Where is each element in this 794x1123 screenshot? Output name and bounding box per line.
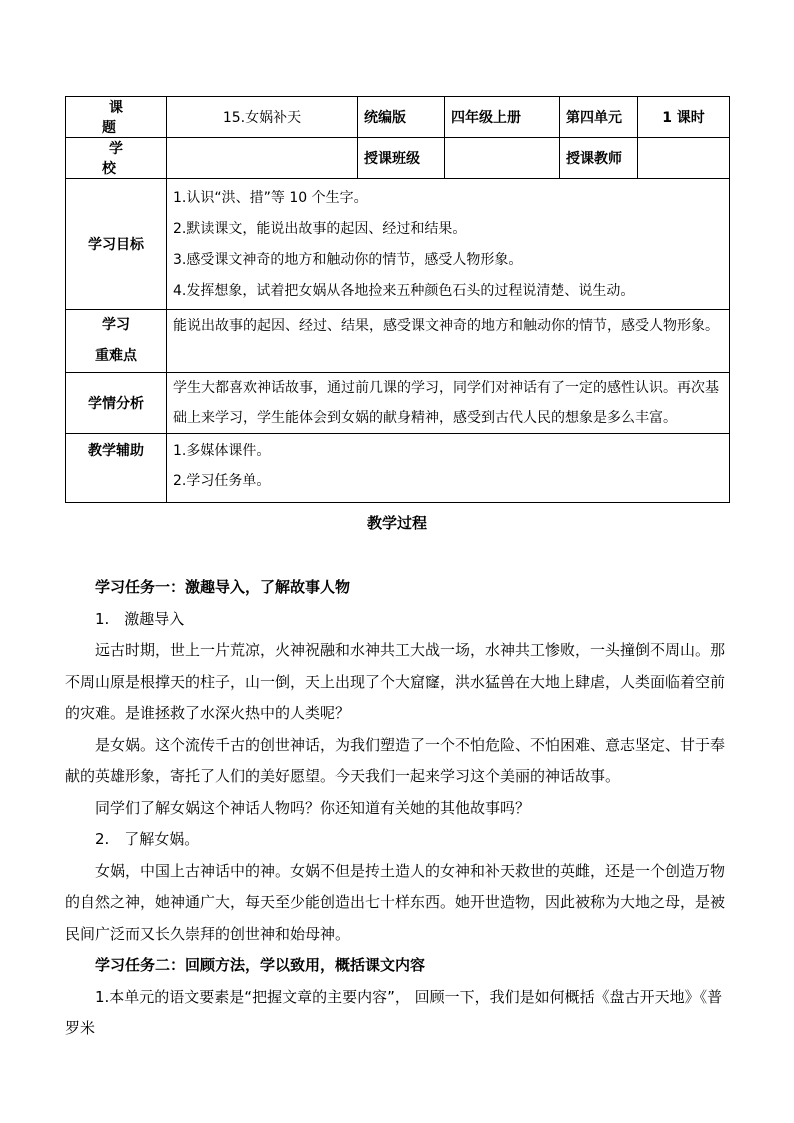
key-points-label [66, 310, 167, 373]
class-label: 授课班级 [358, 138, 445, 179]
grade: 四年级上册 [445, 97, 560, 138]
paragraph: 是女娲。这个流传千古的创世神话，为我们塑造了一个不怕危险、不怕困难、意志坚定、甘于奉献的英雄形象，寄托了人们的美好愿望。今天我们一起来学习这个美丽的神话故事。 [65, 735, 726, 785]
aid-item: 1.多媒体课件。 [173, 443, 271, 459]
school-label: 学 校 [66, 138, 167, 179]
edition: 统编版 [358, 97, 445, 138]
table-row [66, 179, 730, 310]
process-title: 教学过程 [366, 514, 427, 532]
key-points-label-line1: 学习 [102, 317, 130, 333]
task2-heading: 学习任务二：回顾方法，学以致用，概括课文内容 [95, 956, 426, 974]
step1-heading: 1. 激趣导入 [95, 609, 185, 628]
school-value [167, 138, 358, 179]
analysis-label: 学情分析 [66, 373, 167, 434]
paragraph: 女娲，中国上古神话中的神。女娲不但是抟土造人的女神和补天救世的英雌，还是一个创造万物的自然之神，她神通广大，每天至少能创造出七十样东西。她开世造物，因此被称为大地之母，是被民间广泛而又长久崇拜的创世神和始母神。 [65, 861, 726, 943]
table-row [66, 310, 730, 373]
goal-item: 3.感受课文神奇的地方和触动你的情节，感受人物形象。 [173, 252, 523, 268]
goals-label: 学习目标 [66, 179, 167, 310]
table-row [66, 97, 730, 138]
goals-list [167, 179, 730, 310]
paragraph: 1.本单元的语文要素是“把握文章的主要内容”， 回顾一下，我们是如何概括《盘古开天地》《普罗米 [65, 987, 723, 1037]
aid-item: 2.学习任务单。 [173, 473, 271, 489]
process-body [65, 572, 733, 1045]
aids-label: 教学辅助 [66, 434, 167, 503]
teacher-value [638, 138, 730, 179]
goal-item: 4.发挥想象，试着把女娲从各地捡来五种颜色石头的过程说清楚、说生动。 [173, 283, 635, 299]
hours: 1 课时 [638, 97, 730, 138]
table-row [66, 138, 730, 179]
lesson-title: 15.女娲补天 [167, 97, 358, 138]
paragraph: 同学们了解女娲这个神话人物吗？你还知道有关她的其他故事吗？ [95, 798, 531, 817]
table-row [66, 373, 730, 434]
aids-list [167, 434, 730, 503]
class-value [445, 138, 560, 179]
step2-heading: 2. 了解女娲。 [95, 830, 200, 848]
goal-item: 2.默读课文，能说出故事的起因、经过和结果。 [173, 221, 467, 237]
analysis-text: 学生大都喜欢神话故事，通过前几课的学习，同学们对神话有了一定的感性认识。再次基础上来学习，学生能体会到女娲的献身精神，感受到古代人民的想象是多么丰富。 [167, 373, 730, 434]
goal-item: 1.认识“洪、措”等 10 个生字。 [173, 190, 368, 206]
paragraph: 远古时期，世上一片荒凉，火神祝融和水神共工大战一场，水神共工惨败，一头撞倒不周山。那不周山原是根撑天的柱子，山一倒，天上出现了个大窟窿，洪水猛兽在大地上肆虐，人类面临着空前的灾难。是谁拯救了水深火热中的人类呢？ [65, 641, 726, 722]
lesson-info-table [65, 96, 730, 503]
key-points-text: 能说出故事的起因、经过、结果，感受课文神奇的地方和触动你的情节，感受人物形象。 [167, 310, 730, 373]
table-row [66, 434, 730, 503]
key-points-label-line2: 重难点 [95, 348, 137, 364]
unit: 第四单元 [560, 97, 638, 138]
teacher-label: 授课教师 [560, 138, 638, 179]
course-label: 课 题 [66, 97, 167, 138]
task1-heading: 学习任务一：激趣导入，了解故事人物 [95, 578, 351, 596]
